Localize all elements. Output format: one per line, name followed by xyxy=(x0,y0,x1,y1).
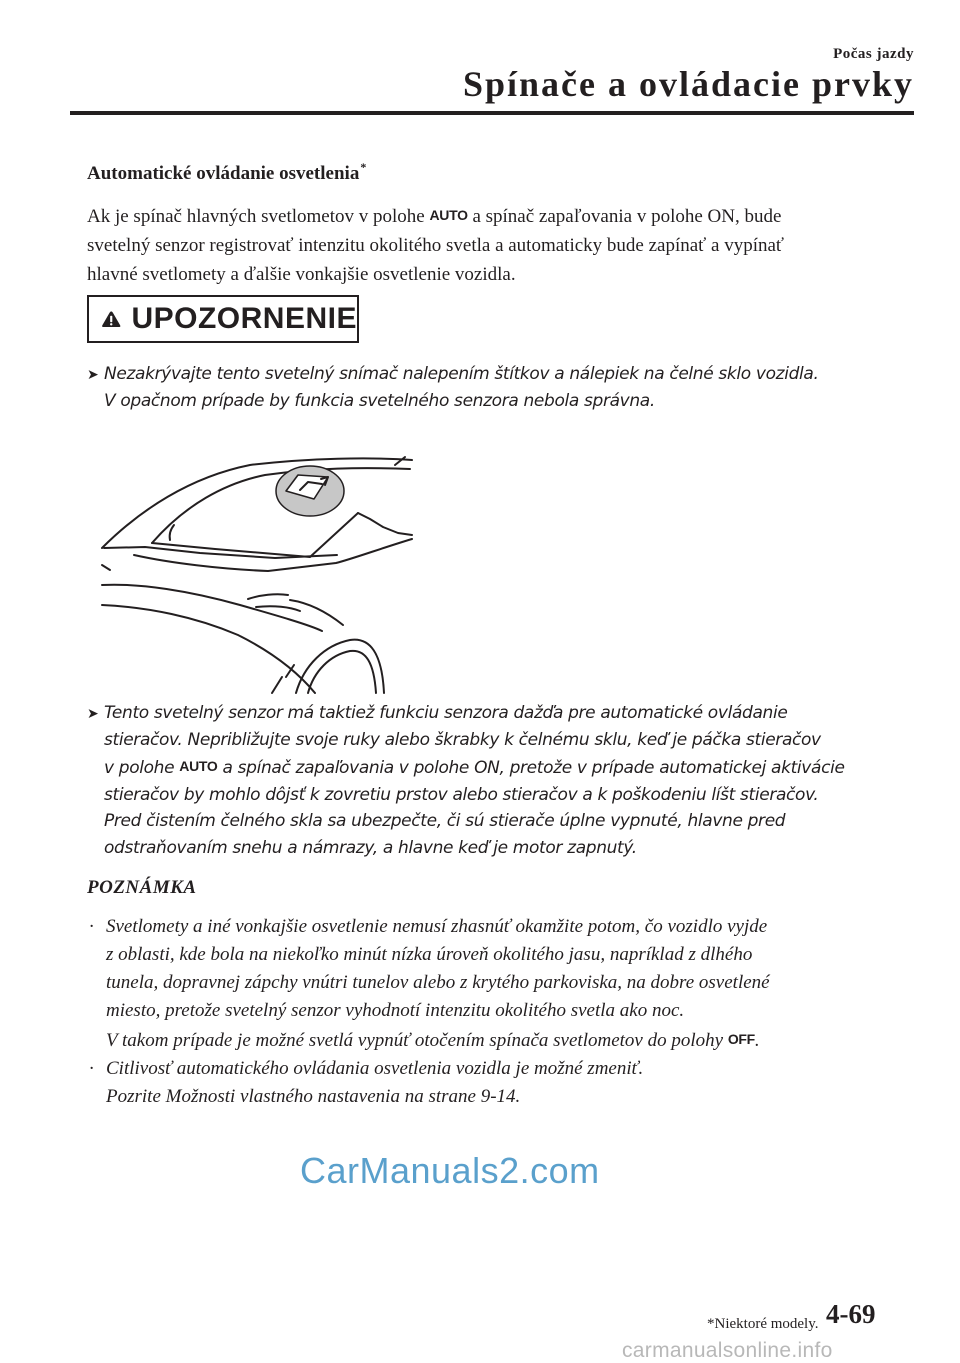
note-text: V takom prípade je možné svetlá vypnúť otočením spínača svetlometov do polohy xyxy=(106,1030,728,1051)
page-number: 4-69 xyxy=(826,1299,876,1329)
caution-line: stieračov. Nepribližujte svoje ruky alebo škrabky k čelnému sklu, keď je páčka stieračov xyxy=(104,729,821,750)
section-heading-marker: * xyxy=(360,160,367,174)
note-line: Pozrite Možnosti vlastného nastavenia na strane 9-14. xyxy=(106,1086,521,1107)
intro-line: hlavné svetlomety a ďalšie vonkajšie osvetlenie vozidla. xyxy=(87,264,516,285)
note-text: . xyxy=(754,1030,760,1051)
arrow-bullet-icon: ➤ xyxy=(87,367,99,383)
warning-triangle-icon xyxy=(101,305,121,333)
caution-line: Nezakrývajte tento svetelný snímač nalepením štítkov a nálepiek na čelné sklo vozidla. xyxy=(104,364,819,384)
caution-text: v polohe xyxy=(104,758,180,778)
off-badge: OFF xyxy=(727,1031,755,1047)
note-item xyxy=(87,913,927,1055)
warning-box xyxy=(87,295,359,343)
windshield-sensor-illustration xyxy=(100,455,420,700)
note-bullet: · xyxy=(89,916,94,937)
caution-item xyxy=(87,700,917,861)
caution-line: V opačnom prípade by funkcia svetelného senzora nebola správna. xyxy=(104,390,655,411)
auto-badge: AUTO xyxy=(179,758,218,774)
footnote: *Niektoré modely. xyxy=(707,1316,819,1332)
intro-text: a spínač zapaľovania v polohe ON, bude xyxy=(467,206,782,227)
note-line: Citlivosť automatického ovládania osvetlenia vozidla je možné zmeniť. xyxy=(106,1058,644,1079)
section-heading xyxy=(87,160,366,185)
caution-line: stieračov by mohlo dôjsť k zovretiu prstov alebo stieračov a k poškodeniu líšt stieračov. xyxy=(104,784,819,805)
note-line: Svetlomety a iné vonkajšie osvetlenie nemusí zhasnúť okamžite potom, čo vozidlo vyjde xyxy=(106,916,768,937)
note-line: z oblasti, kde bola na niekoľko minút nízka úroveň okolitého jasu, napríklad z dlhého xyxy=(106,944,753,965)
note-item xyxy=(87,1055,927,1111)
note-bullet: · xyxy=(89,1058,94,1079)
watermark-logo: CarManuals2.com xyxy=(300,1150,600,1191)
intro-line: svetelný senzor registrovať intenzitu okolitého svetla a automaticky bude zapínať a vypínať xyxy=(87,235,785,256)
footer-watermark: carmanualsonline.info xyxy=(622,1339,833,1362)
caution-line: Tento svetelný senzor má taktiež funkciu senzora dažďa pre automatické ovládanie xyxy=(104,703,788,723)
caution-line: odstraňovaním snehu a námrazy, a hlavne keď je motor zapnutý. xyxy=(104,837,637,858)
section-heading-text: Automatické ovládanie osvetlenia xyxy=(87,163,360,184)
note-line: miesto, pretože svetelný senzor vyhodnotí intenzitu okolitého svetla ako noc. xyxy=(106,1000,685,1021)
page-title: Spínače a ovládacie prvky xyxy=(462,64,914,104)
intro-line xyxy=(87,201,907,231)
caution-line xyxy=(104,753,845,782)
header-section: Počas jazdy xyxy=(833,46,914,62)
auto-badge: AUTO xyxy=(429,207,468,223)
note-heading: POZNÁMKA xyxy=(87,877,197,898)
warning-label: UPOZORNENIE xyxy=(131,302,357,335)
arrow-bullet-icon: ➤ xyxy=(87,706,99,722)
note-list xyxy=(87,913,927,1111)
intro-paragraph xyxy=(87,201,907,289)
header-rule xyxy=(70,111,914,115)
caution-item xyxy=(87,361,917,414)
note-line xyxy=(106,1025,770,1055)
note-line: tunela, dopravnej zápchy vnútri tunelov alebo z krytého parkoviska, na dobre osvetlené xyxy=(106,972,770,993)
intro-text: Ak je spínač hlavných svetlometov v polohe xyxy=(87,206,430,227)
caution-text: a spínač zapaľovania v polohe ON, pretože v prípade automatickej aktivácie xyxy=(217,758,845,778)
caution-line: Pred čistením čelného skla sa ubezpečte, či sú stierače úplne vypnuté, hlavne pred xyxy=(104,811,786,831)
